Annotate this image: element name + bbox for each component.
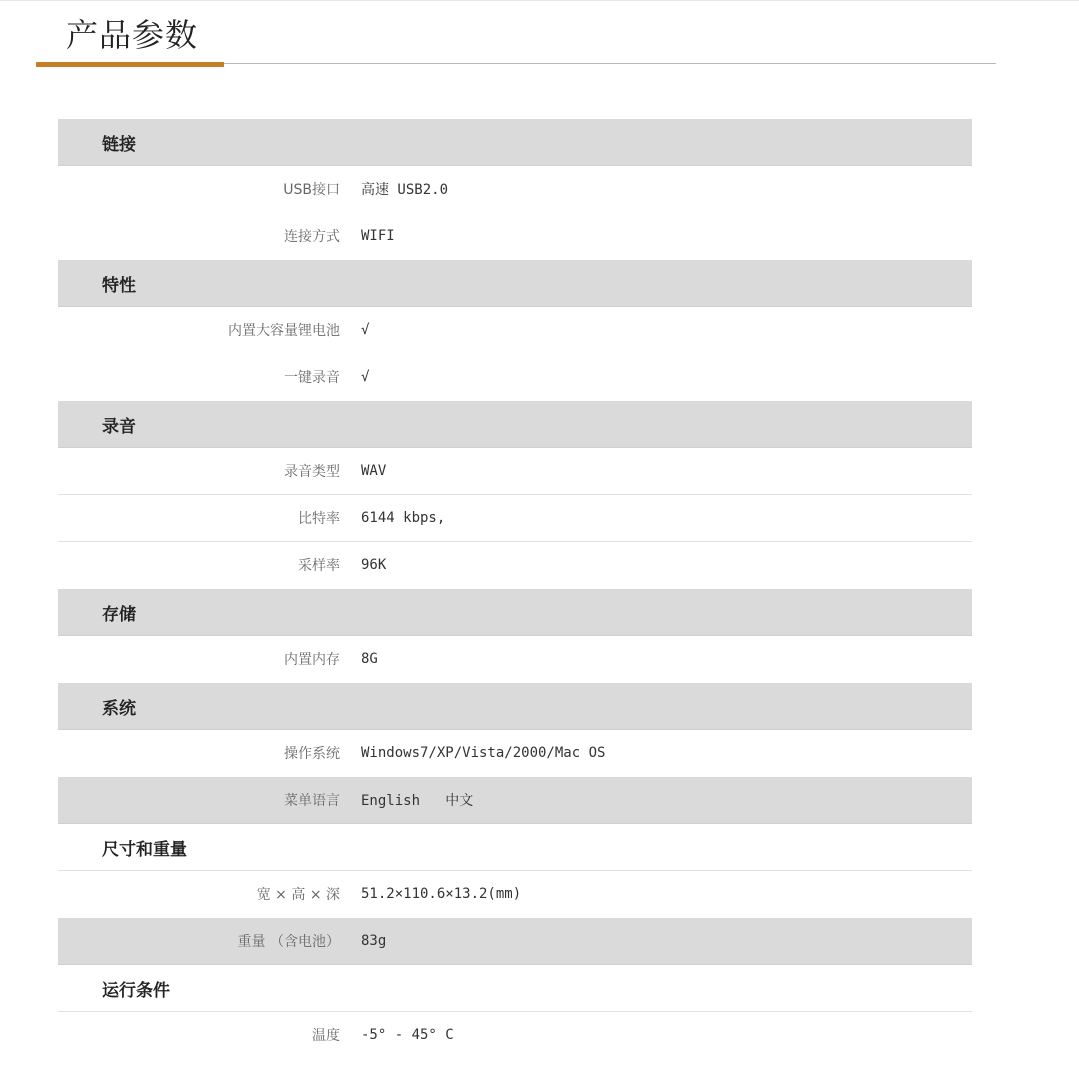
- spec-value: Windows7/XP/Vista/2000/Mac OS: [361, 745, 606, 761]
- spec-label: 采样率: [298, 558, 340, 574]
- spec-row-connection-type: [58, 213, 972, 260]
- spec-row-menu-language: [58, 777, 972, 824]
- section-header-recording: [58, 401, 972, 448]
- section-title: 录音: [102, 416, 136, 437]
- spec-label: 菜单语言: [284, 793, 340, 809]
- top-border-line: [0, 0, 1079, 1]
- spec-label: 温度: [312, 1028, 340, 1044]
- spec-value: 8G: [361, 651, 378, 667]
- spec-row-temperature: [58, 1012, 972, 1059]
- spec-row-weight: [58, 918, 972, 965]
- check-mark: √: [361, 322, 370, 338]
- spec-value: 96K: [361, 557, 387, 573]
- page-title: 产品参数: [66, 16, 199, 54]
- section-title: 特性: [102, 275, 136, 296]
- section-header-features: [58, 260, 972, 307]
- spec-label: 录音类型: [284, 464, 340, 480]
- section-title: 系统: [102, 698, 136, 719]
- spec-label: USB接口: [283, 182, 340, 198]
- section-title: 存储: [102, 604, 136, 625]
- spec-label: 连接方式: [284, 229, 340, 245]
- spec-row-dimensions: [58, 871, 972, 918]
- spec-row-one-key-record: [58, 354, 972, 401]
- spec-row-usb: [58, 166, 972, 213]
- section-header-storage: [58, 589, 972, 636]
- spec-row-battery: [58, 307, 972, 354]
- spec-label: 比特率: [298, 511, 340, 527]
- spec-value: -5° - 45° C: [361, 1027, 454, 1043]
- section-title: 尺寸和重量: [102, 839, 187, 860]
- spec-value: 83g: [361, 933, 387, 949]
- section-header-dimensions: [58, 824, 972, 871]
- spec-row-os: [58, 730, 972, 777]
- section-header-system: [58, 683, 972, 730]
- check-mark: √: [361, 369, 370, 385]
- spec-label: 内置内存: [284, 652, 340, 668]
- spec-row-record-type: [58, 448, 972, 495]
- section-header-operating-conditions: [58, 965, 972, 1012]
- section-title: 运行条件: [102, 980, 170, 1001]
- spec-value: 51.2×110.6×13.2(mm): [361, 886, 522, 902]
- section-title: 链接: [102, 134, 136, 155]
- spec-label: 一键录音: [284, 370, 340, 386]
- spec-row-bitrate: [58, 495, 972, 542]
- spec-value: 6144 kbps,: [361, 510, 446, 526]
- spec-row-internal-memory: [58, 636, 972, 683]
- spec-label: 宽 × 高 × 深: [256, 887, 340, 903]
- spec-label: 内置大容量锂电池: [228, 323, 340, 339]
- title-accent-bar: [36, 62, 224, 67]
- spec-row-sample-rate: [58, 542, 972, 589]
- spec-value: English 中文: [361, 793, 474, 809]
- spec-value: 高速 USB2.0: [361, 182, 449, 198]
- spec-label: 操作系统: [284, 746, 340, 762]
- spec-table: [58, 119, 972, 1059]
- section-header-connection: [58, 119, 972, 166]
- spec-label: 重量 （含电池）: [237, 934, 340, 950]
- spec-value: WIFI: [361, 228, 395, 244]
- spec-value: WAV: [361, 463, 387, 479]
